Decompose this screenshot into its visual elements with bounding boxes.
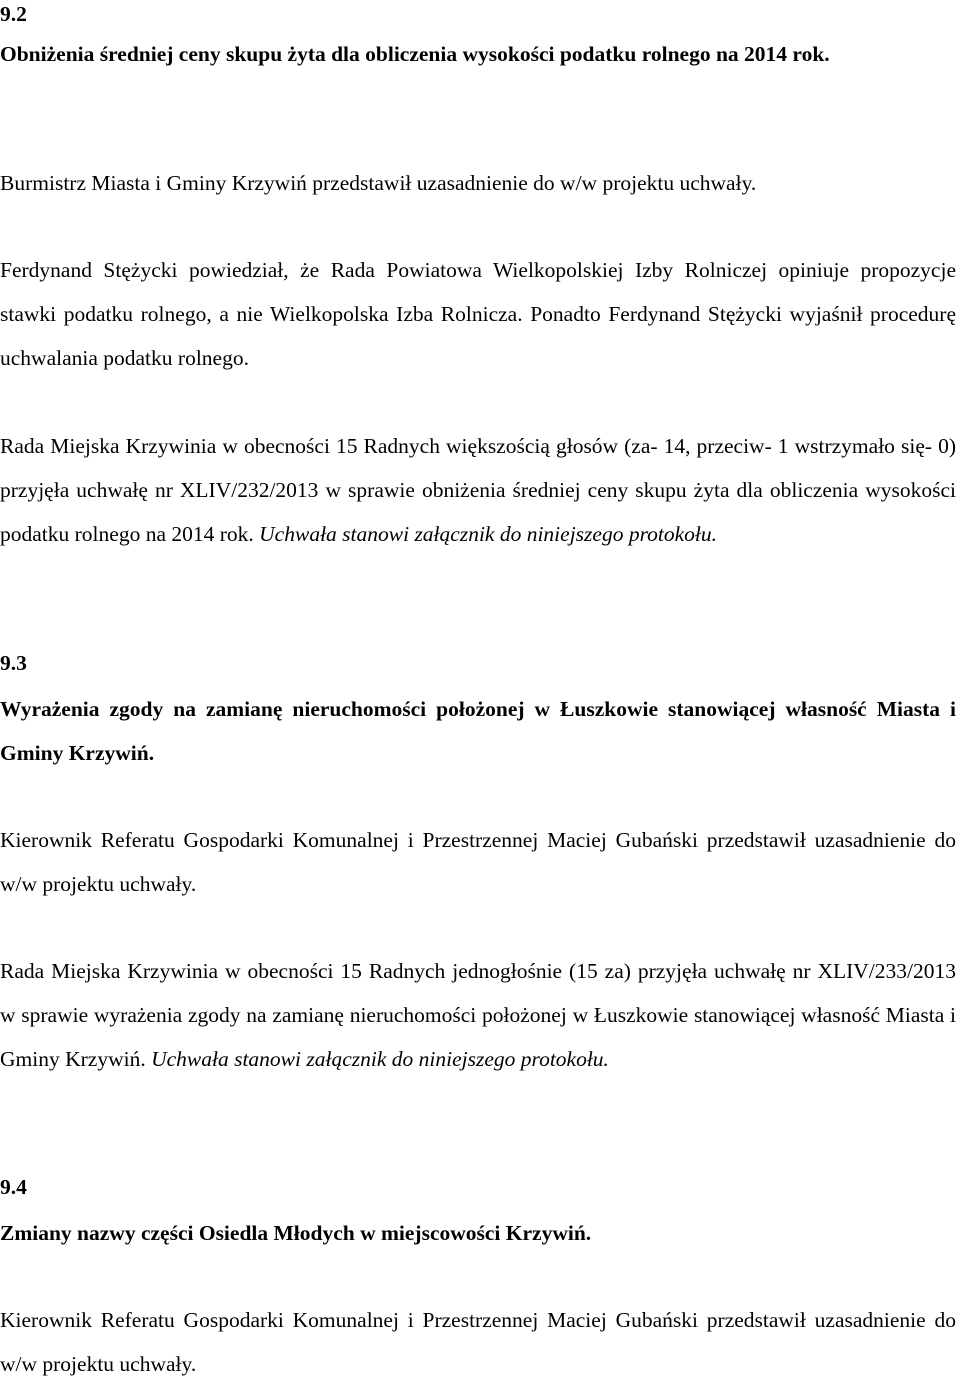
paragraph-text: Kierownik Referatu Gospodarki Komunalnej i Przestrzennej Maciej Gubański przedstawił uzasadnienie do w/w projektu uchwały. bbox=[0, 1308, 956, 1376]
paragraph-italic-note: Uchwała stanowi załącznik do niniejszego protokołu. bbox=[151, 1047, 609, 1071]
section-number: 9.2 bbox=[0, 2, 27, 26]
paragraph-italic-note: Uchwała stanowi załącznik do niniejszego protokołu. bbox=[259, 522, 718, 546]
paragraph bbox=[0, 1298, 956, 1386]
section-number: 9.4 bbox=[0, 1175, 27, 1199]
paragraph bbox=[0, 949, 956, 1081]
section-number: 9.3 bbox=[0, 651, 27, 675]
paragraph bbox=[0, 424, 956, 556]
section-title: Obniżenia średniej ceny skupu żyta dla obliczenia wysokości podatku rolnego na 2014 rok. bbox=[0, 42, 830, 66]
paragraph-text: Burmistrz Miasta i Gminy Krzywiń przedstawił uzasadnienie do w/w projektu uchwały. bbox=[0, 171, 757, 195]
paragraph bbox=[0, 161, 956, 205]
section-title: Zmiany nazwy części Osiedla Młodych w miejscowości Krzywiń. bbox=[0, 1221, 592, 1245]
paragraph-text: Ferdynand Stężycki powiedział, że Rada Powiatowa Wielkopolskiej Izby Rolniczej opiniuje propozycje stawki podatku rolnego, a nie Wielkopolska Izba Rolnicza. Ponadto Ferdynand Stężycki wyjaśnił procedurę uchwalania podatku rolnego. bbox=[0, 258, 956, 370]
paragraph bbox=[0, 818, 956, 906]
paragraph-text: Rada Miejska Krzywinia w obecności 15 Radnych większością głosów (za- 14, przeciw- 1 wstrzymało się- 0) przyjęła uchwałę nr XLIV/232/2013 w sprawie obniżenia średniej ceny skupu żyta dla obliczenia wysokości podatku rolnego na 2014 rok. bbox=[0, 434, 956, 546]
paragraph bbox=[0, 248, 956, 380]
section-title: Wyrażenia zgody na zamianę nieruchomości położonej w Łuszkowie stanowiącej własność Miasta i Gminy Krzywiń. bbox=[0, 697, 956, 765]
paragraph-text: Rada Miejska Krzywinia w obecności 15 Radnych jednogłośnie (15 za) przyjęła uchwałę nr XLIV/233/2013 w sprawie wyrażenia zgody na zamianę nieruchomości położonej w Łuszkowie stanowiącej własność Miasta i Gminy Krzywiń. bbox=[0, 959, 956, 1071]
paragraph-text: Kierownik Referatu Gospodarki Komunalnej i Przestrzennej Maciej Gubański przedstawił uzasadnienie do w/w projektu uchwały. bbox=[0, 828, 956, 896]
